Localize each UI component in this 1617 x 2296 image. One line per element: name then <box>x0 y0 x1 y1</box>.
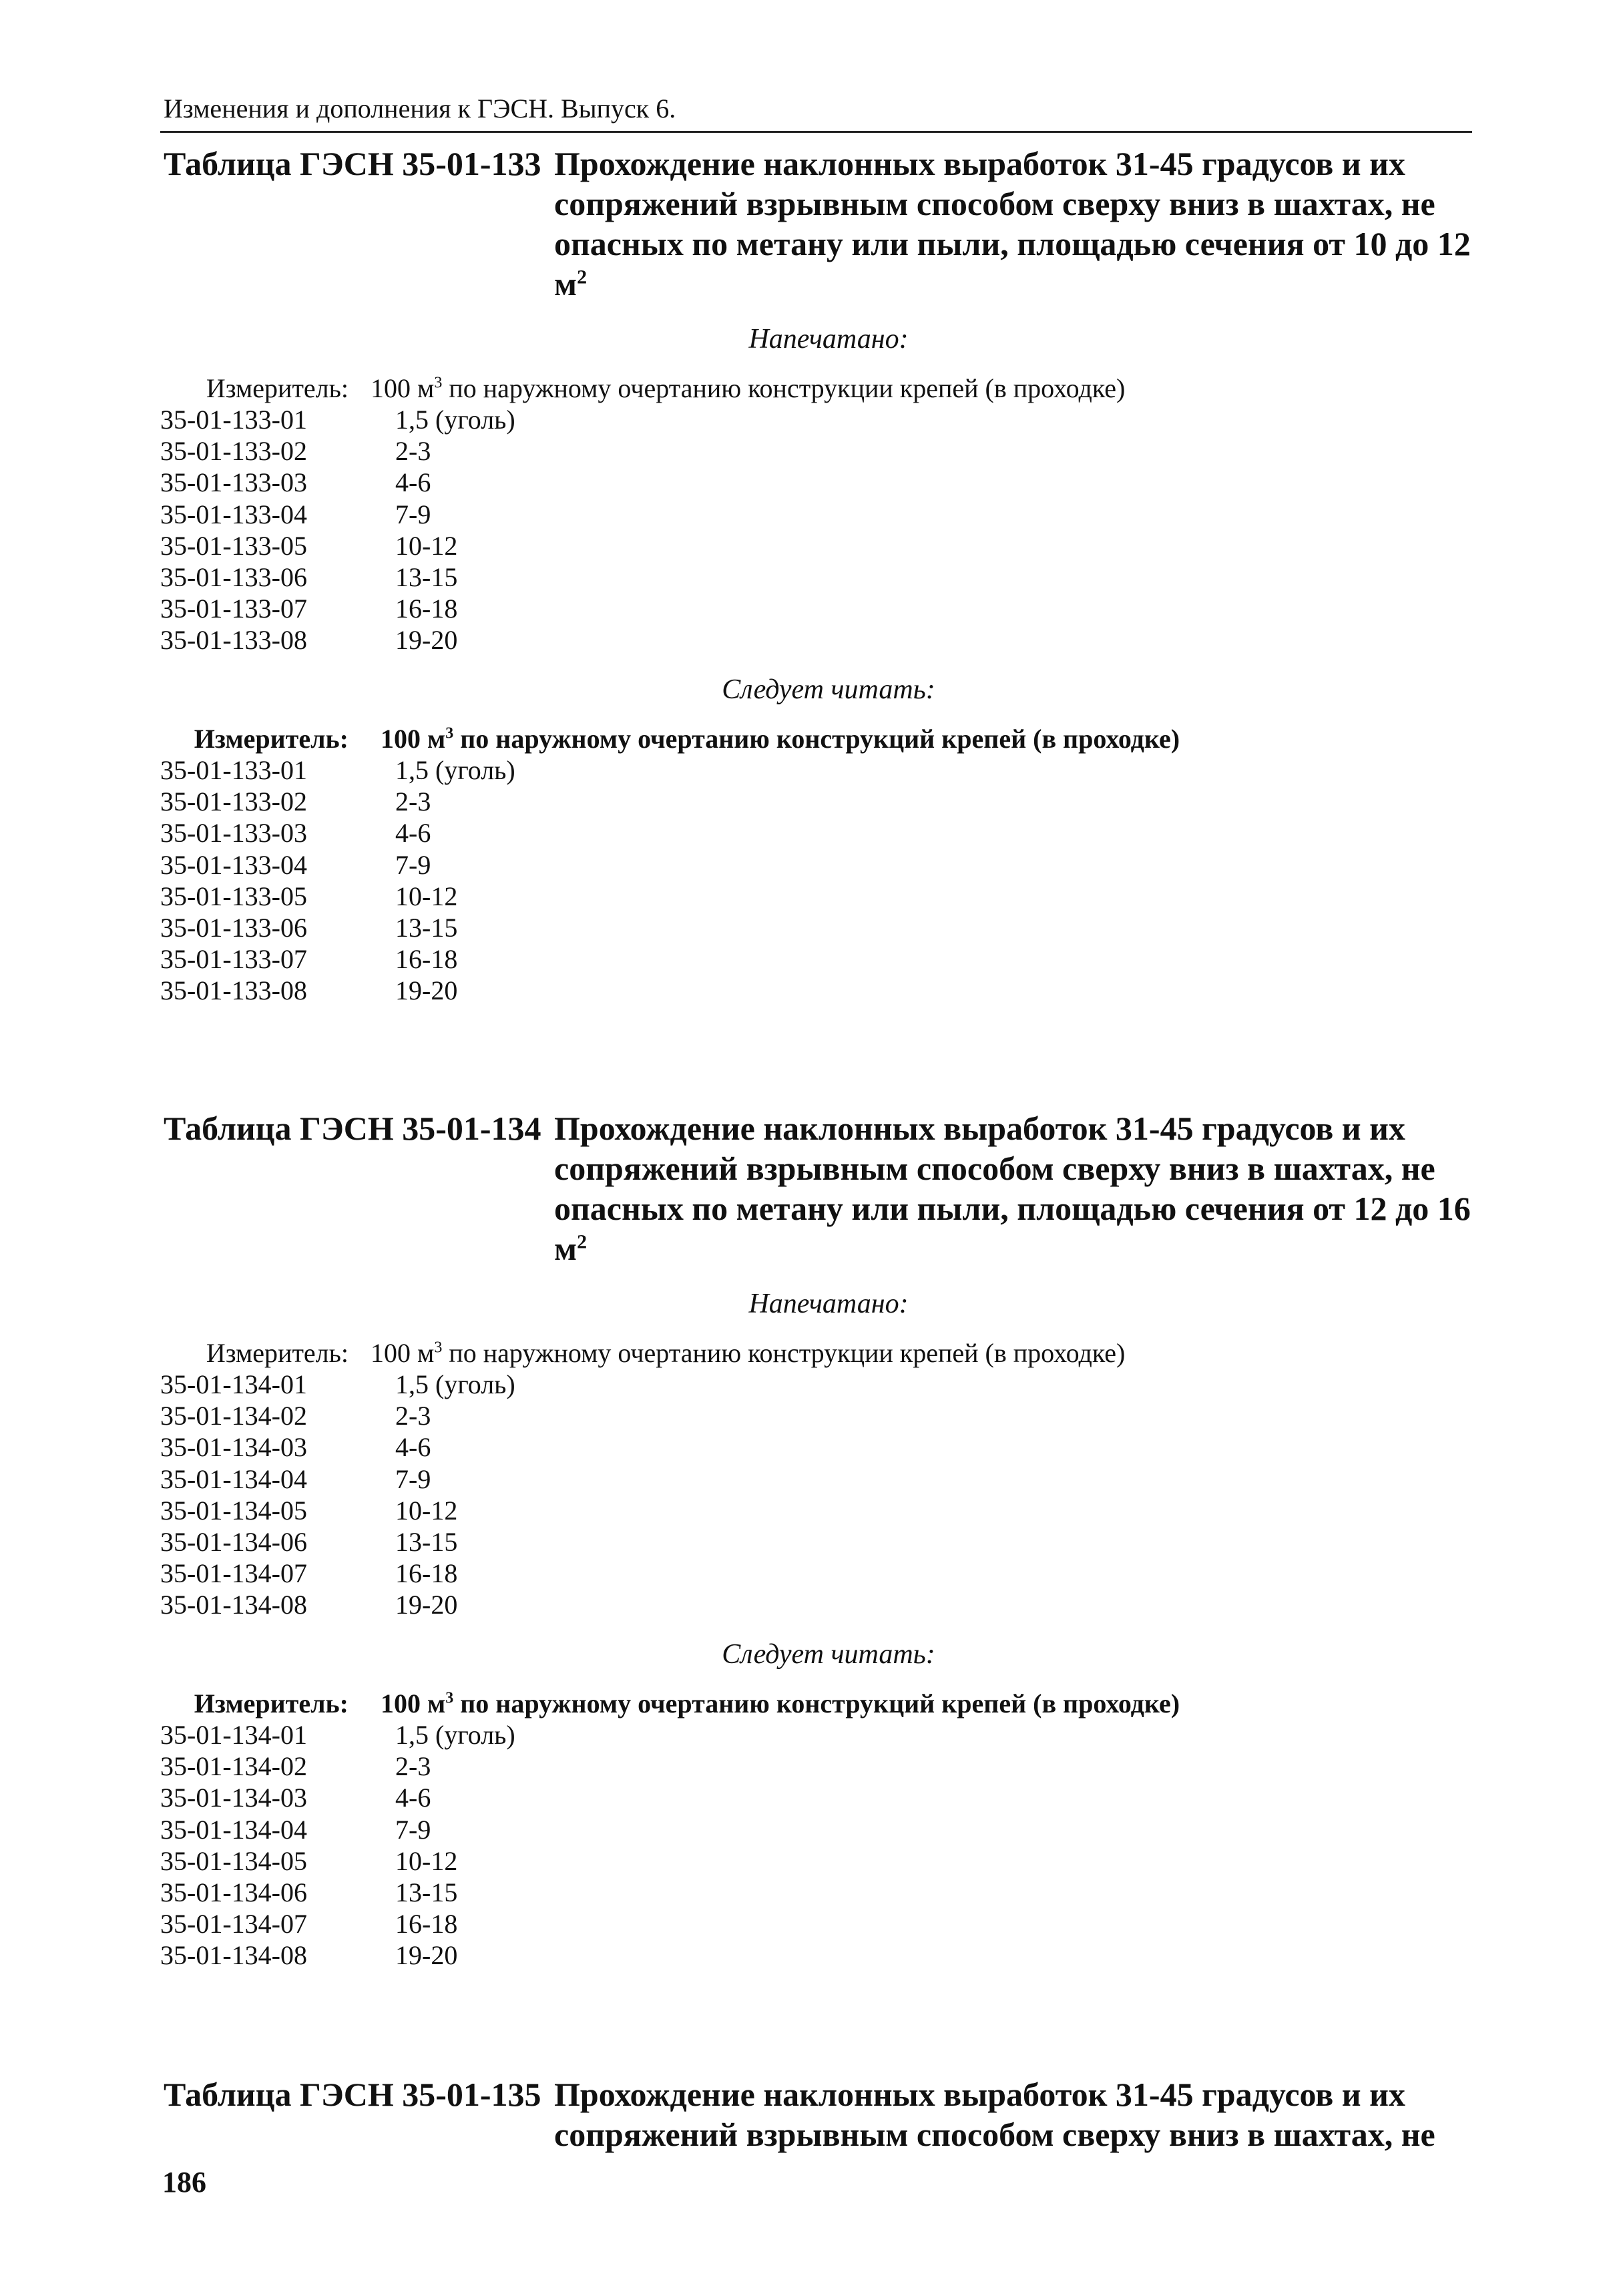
norm-code: 35-01-134-04 <box>160 1463 307 1494</box>
norm-code: 35-01-134-08 <box>160 1590 307 1620</box>
list-item <box>0 1939 1617 1971</box>
norm-range: 19-20 <box>395 975 458 1006</box>
code-list <box>0 1719 1617 1972</box>
list-item <box>0 1400 1617 1431</box>
list-item <box>0 1589 1617 1620</box>
norm-range: 19-20 <box>395 1590 458 1620</box>
list-item <box>0 561 1617 593</box>
list-item <box>0 1463 1617 1495</box>
list-item <box>0 1495 1617 1526</box>
norm-code: 35-01-133-04 <box>160 849 307 880</box>
norm-range: 16-18 <box>395 944 458 975</box>
norm-code: 35-01-134-05 <box>160 1495 307 1526</box>
norm-range: 2-3 <box>395 1401 431 1431</box>
unit-label: Измеритель: <box>206 373 349 403</box>
unit-row <box>0 723 1617 755</box>
norm-range: 10-12 <box>395 1845 458 1876</box>
norm-range: 1,5 (уголь) <box>395 1720 515 1750</box>
list-item <box>0 849 1617 881</box>
norm-code: 35-01-133-04 <box>160 499 307 529</box>
norm-code: 35-01-134-03 <box>160 1432 307 1463</box>
list-item <box>0 1877 1617 1908</box>
list-item <box>0 1751 1617 1782</box>
norm-range: 13-15 <box>395 1526 458 1557</box>
table-title-line: опасных по метану или пыли, площадью сечения от 12 до 16 <box>554 1190 1471 1227</box>
unit-row <box>0 1337 1617 1369</box>
table-title-line: Прохождение наклонных выработок 31-45 градусов и их <box>554 2076 1405 2113</box>
table-title-text <box>554 1108 1485 1269</box>
unit-value: 100 $м^3$ по наружному очертанию конструкций крепей (в проходке) <box>381 1688 1180 1718</box>
printed-label: Напечатано: <box>748 1289 909 1319</box>
norm-code: 35-01-134-08 <box>160 1940 307 1971</box>
norm-code: 35-01-133-08 <box>160 625 307 656</box>
norm-range: 16-18 <box>395 594 458 624</box>
list-item <box>0 754 1617 786</box>
unit-label: Измеритель: <box>206 1338 349 1368</box>
norm-code: 35-01-133-01 <box>160 755 307 785</box>
list-item <box>0 975 1617 1006</box>
table-title-unit: $м^2$ <box>554 1230 588 1267</box>
norm-code: 35-01-133-05 <box>160 881 307 911</box>
norm-code: 35-01-134-02 <box>160 1751 307 1782</box>
table-title-line: Прохождение наклонных выработок 31-45 градусов и их <box>554 1110 1405 1147</box>
code-list <box>0 1369 1617 1621</box>
list-item <box>0 943 1617 975</box>
norm-code: 35-01-134-01 <box>160 1369 307 1399</box>
norm-range: 4-6 <box>395 1432 431 1463</box>
list-item <box>0 1431 1617 1463</box>
norm-range: 19-20 <box>395 1940 458 1971</box>
norm-code: 35-01-133-07 <box>160 594 307 624</box>
norm-code: 35-01-133-02 <box>160 436 307 467</box>
table-title-line: сопряжений взрывным способом сверху вниз в шахтах, не <box>554 1150 1435 1187</box>
list-item <box>0 499 1617 530</box>
norm-code: 35-01-134-06 <box>160 1877 307 1907</box>
table-title-text <box>554 144 1485 304</box>
list-item <box>0 404 1617 435</box>
norm-range: 1,5 (уголь) <box>395 405 515 435</box>
unit-label: Измеритель: <box>194 724 349 754</box>
table-title-line: сопряжений взрывным способом сверху вниз в шахтах, не <box>554 185 1435 222</box>
norm-code: 35-01-133-03 <box>160 818 307 849</box>
header-rule <box>160 131 1472 133</box>
norm-code: 35-01-133-07 <box>160 944 307 975</box>
corrected-label: Следует читать: <box>722 674 935 705</box>
norm-range: 4-6 <box>395 818 431 849</box>
unit-value: 100 $м^3$ по наружному очертанию конструкции крепей (в проходке) <box>371 1338 1126 1368</box>
norm-range: 13-15 <box>395 912 458 943</box>
norm-range: 2-3 <box>395 786 431 817</box>
list-item <box>0 530 1617 561</box>
unit-row <box>0 1688 1617 1720</box>
norm-code: 35-01-133-06 <box>160 561 307 592</box>
norm-code: 35-01-133-05 <box>160 530 307 561</box>
list-item <box>0 624 1617 656</box>
unit-value: 100 $м^3$ по наружному очертанию конструкции крепей (в проходке) <box>371 373 1126 403</box>
list-item <box>0 881 1617 912</box>
list-item <box>0 817 1617 849</box>
norm-range: 13-15 <box>395 561 458 592</box>
unit-label: Измеритель: <box>194 1688 349 1718</box>
norm-range: 2-3 <box>395 1751 431 1782</box>
norm-code: 35-01-133-06 <box>160 912 307 943</box>
table-title-unit: $м^2$ <box>554 265 588 302</box>
norm-code: 35-01-134-06 <box>160 1526 307 1557</box>
table-title-line: Прохождение наклонных выработок 31-45 градусов и их <box>554 145 1405 182</box>
list-item <box>0 1845 1617 1877</box>
norm-range: 1,5 (уголь) <box>395 1369 515 1399</box>
list-item <box>0 1558 1617 1589</box>
code-list <box>0 404 1617 656</box>
table-title-line: опасных по метану или пыли, площадью сечения от 10 до 12 <box>554 225 1471 262</box>
norm-code: 35-01-134-05 <box>160 1845 307 1876</box>
printed-label: Напечатано: <box>748 324 909 355</box>
norm-code: 35-01-134-03 <box>160 1783 307 1813</box>
table-title-lead: Таблица ГЭСН 35-01-134 <box>164 1110 541 1147</box>
norm-code: 35-01-133-03 <box>160 467 307 498</box>
norm-range: 19-20 <box>395 625 458 656</box>
norm-range: 7-9 <box>395 1814 431 1845</box>
page-number: 186 <box>162 2166 206 2199</box>
norm-code: 35-01-134-01 <box>160 1720 307 1750</box>
norm-range: 10-12 <box>395 530 458 561</box>
norm-range: 4-6 <box>395 1783 431 1813</box>
code-list <box>0 754 1617 1007</box>
table-title-lead: Таблица ГЭСН 35-01-135 <box>164 2076 541 2113</box>
list-item <box>0 467 1617 498</box>
norm-range: 16-18 <box>395 1909 458 1939</box>
unit-row <box>0 373 1617 405</box>
table-title-line: сопряжений взрывным способом сверху вниз в шахтах, не <box>554 2116 1435 2153</box>
list-item <box>0 1814 1617 1845</box>
norm-range: 16-18 <box>395 1558 458 1589</box>
norm-code: 35-01-133-01 <box>160 405 307 435</box>
running-header: Изменения и дополнения к ГЭСН. Выпуск 6. <box>164 93 676 124</box>
norm-range: 7-9 <box>395 849 431 880</box>
norm-range: 7-9 <box>395 1463 431 1494</box>
list-item <box>0 1719 1617 1751</box>
norm-code: 35-01-134-02 <box>160 1401 307 1431</box>
unit-value: 100 $м^3$ по наружному очертанию конструкций крепей (в проходке) <box>381 724 1180 754</box>
table-title-lead: Таблица ГЭСН 35-01-133 <box>164 145 541 182</box>
norm-range: 2-3 <box>395 436 431 467</box>
norm-range: 1,5 (уголь) <box>395 755 515 785</box>
list-item <box>0 1369 1617 1400</box>
norm-range: 10-12 <box>395 881 458 911</box>
list-item <box>0 1782 1617 1813</box>
list-item <box>0 435 1617 467</box>
norm-range: 4-6 <box>395 467 431 498</box>
norm-code: 35-01-134-07 <box>160 1909 307 1939</box>
norm-range: 7-9 <box>395 499 431 529</box>
norm-code: 35-01-133-02 <box>160 786 307 817</box>
table-title-text <box>554 2074 1485 2154</box>
norm-range: 13-15 <box>395 1877 458 1907</box>
list-item <box>0 786 1617 817</box>
norm-code: 35-01-134-07 <box>160 1558 307 1589</box>
list-item <box>0 1526 1617 1558</box>
list-item <box>0 912 1617 943</box>
norm-code: 35-01-134-04 <box>160 1814 307 1845</box>
list-item <box>0 1908 1617 1939</box>
list-item <box>0 593 1617 624</box>
corrected-label: Следует читать: <box>722 1639 935 1670</box>
norm-range: 10-12 <box>395 1495 458 1526</box>
norm-code: 35-01-133-08 <box>160 975 307 1006</box>
